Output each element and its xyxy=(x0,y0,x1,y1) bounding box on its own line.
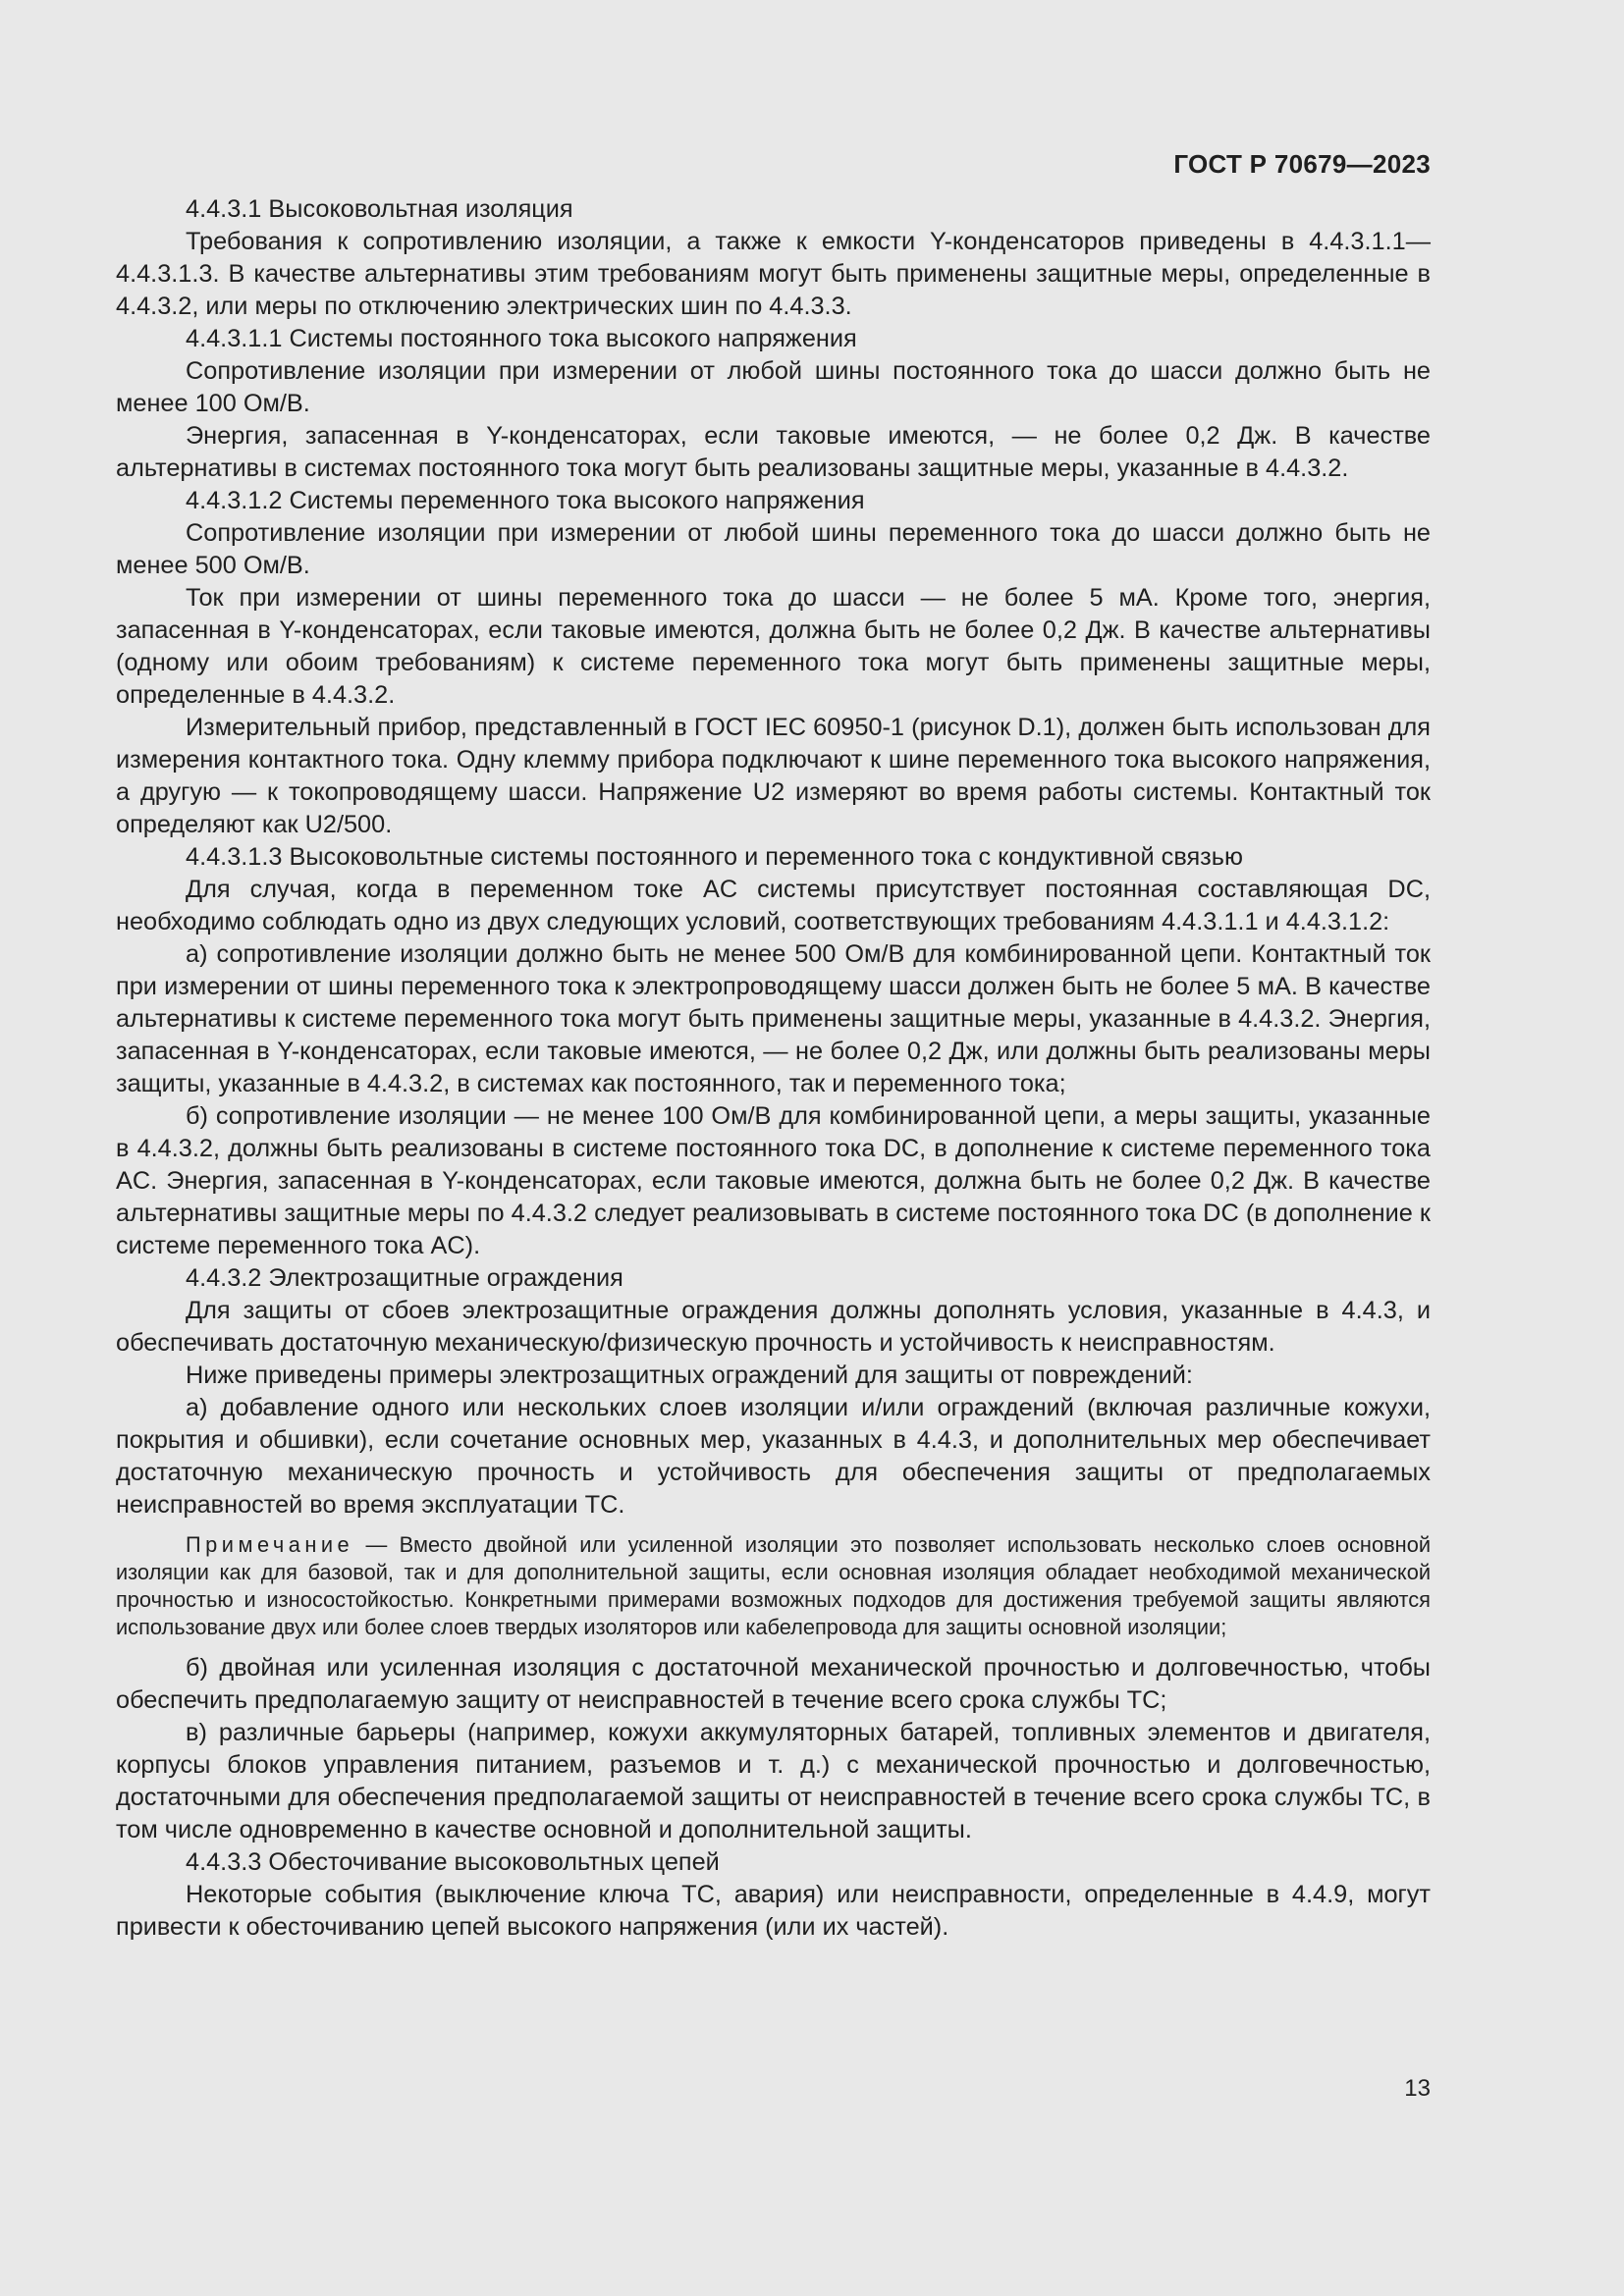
body-paragraph: Требования к сопротивлению изоляции, а также к емкости Y-конденсаторов приведены в 4.4.3.1.1—4.4.3.1.3. В качестве альтернативы этим требованиям могут быть применены защитные меры, определенные в 4.4.3.2, или меры по отключению электрических шин по 4.4.3.3. xyxy=(116,228,1431,320)
section-heading: 4.4.3.1.1 Системы постоянного тока высокого напряжения xyxy=(186,325,857,352)
section-heading: 4.4.3.2 Электрозащитные ограждения xyxy=(186,1264,623,1292)
section-heading: 4.4.3.1.3 Высоковольтные системы постоянного и переменного тока с кондуктивной связью xyxy=(186,843,1243,871)
body-paragraph: б) сопротивление изоляции — не менее 100 Ом/В для комбинированной цепи, а меры защиты, указанные в 4.4.3.2, должны быть реализованы в системе постоянного тока DC, в дополнение к системе переменного тока AC. Энергия, запасенная в Y-конденсаторах, если таковые имеются, должна быть не более 0,2 Дж. В качестве альтернативы защитные меры по 4.4.3.2 следует реализовывать в системе постоянного тока DC (в дополнение к системе переменного тока AC). xyxy=(116,1102,1431,1259)
body-paragraph: Ток при измерении от шины переменного тока до шасси — не более 5 мА. Кроме того, энергия, запасенная в Y-конденсаторах, если таковые имеются, должна быть не более 0,2 Дж. В качестве альтернативы (одному или обоим требованиям) к системе переменного тока могут быть применены защитные меры, определенные в 4.4.3.2. xyxy=(116,584,1431,709)
note-paragraph xyxy=(116,1531,1431,1641)
section-heading: 4.4.3.3 Обесточивание высоковольтных цепей xyxy=(186,1848,720,1876)
note-text: — Вместо двойной или усиленной изоляции это позволяет использовать несколько слоев основной изоляции как для базовой, так и для дополнительной защиты, если основная изоляция обладает необходимой механической прочностью и износостойкостью. Конкретными примерами возможных подходов для достижения требуемой защиты являются использование двух или более слоев твердых изоляторов или кабелепровода для защиты основной изоляции; xyxy=(116,1532,1431,1639)
body-paragraph: Энергия, запасенная в Y-конденсаторах, если таковые имеются, — не более 0,2 Дж. В качестве альтернативы в системах постоянного тока могут быть реализованы защитные меры, указанные в 4.4.3.2. xyxy=(116,422,1431,482)
section-heading: 4.4.3.1 Высоковольтная изоляция xyxy=(186,195,573,223)
body-paragraph: а) сопротивление изоляции должно быть не менее 500 Ом/В для комбинированной цепи. Контактный ток при измерении от шины переменного тока к электропроводящему шасси должен быть не более 5 мА. В качестве альтернативы к системе переменного тока могут быть применены защитные меры, указанные в 4.4.3.2. Энергия, запасенная в Y-конденсаторах, если таковые имеются, — не более 0,2 Дж, или должны быть реализованы меры защиты, указанные в 4.4.3.2, в системах как постоянного, так и переменного тока; xyxy=(116,940,1431,1097)
section-heading: Ниже приведены примеры электрозащитных ограждений для защиты от повреждений: xyxy=(186,1362,1193,1389)
body-paragraph: Для случая, когда в переменном токе AC системы присутствует постоянная составляющая DC, необходимо соблюдать одно из двух следующих условий, соответствующих требованиям 4.4.3.1.1 и 4.4.3.1.2: xyxy=(116,876,1431,935)
body-paragraph: Измерительный прибор, представленный в ГОСТ IEC 60950-1 (рисунок D.1), должен быть использован для измерения контактного тока. Одну клемму прибора подключают к шине переменного тока высокого напряжения, а другую — к токопроводящему шасси. Напряжение U2 измеряют во время работы системы. Контактный ток определяют как U2/500. xyxy=(116,714,1431,838)
document-body xyxy=(116,193,1431,1944)
body-paragraph: Некоторые события (выключение ключа ТС, авария) или неисправности, определенные в 4.4.9, могут привести к обесточиванию цепей высокого напряжения (или их частей). xyxy=(116,1881,1431,1941)
body-paragraph: Сопротивление изоляции при измерении от любой шины постоянного тока до шасси должно быть не менее 100 Ом/В. xyxy=(116,357,1431,417)
body-paragraph: Сопротивление изоляции при измерении от любой шины переменного тока до шасси должно быть не менее 500 Ом/В. xyxy=(116,519,1431,579)
body-paragraph: Для защиты от сбоев электрозащитные ограждения должны дополнять условия, указанные в 4.4.3, и обеспечивать достаточную механическую/физическую прочность и устойчивость к неисправностям. xyxy=(116,1297,1431,1357)
body-paragraph: в) различные барьеры (например, кожухи аккумуляторных батарей, топливных элементов и двигателя, корпусы блоков управления питанием, разъемов и т. д.) с механической прочностью и долговечностью, достаточными для обеспечения предполагаемой защиты от неисправностей в течение всего срока службы ТС, в том числе одновременно в качестве основной и дополнительной защиты. xyxy=(116,1719,1431,1843)
note-label: Примечание xyxy=(186,1532,354,1557)
section-heading: 4.4.3.1.2 Системы переменного тока высокого напряжения xyxy=(186,487,865,514)
document-header xyxy=(116,142,1431,186)
page-number: 13 xyxy=(1404,2075,1431,2102)
standard-id: ГОСТ Р 70679—2023 xyxy=(1173,149,1431,179)
body-paragraph: б) двойная или усиленная изоляция с достаточной механической прочностью и долговечностью, чтобы обеспечить предполагаемую защиту от неисправностей в течение всего срока службы ТС; xyxy=(116,1654,1431,1714)
body-paragraph: а) добавление одного или нескольких слоев изоляции и/или ограждений (включая различные кожухи, покрытия и обшивки), если сочетание основных мер, указанных в 4.4.3, и дополнительных мер обеспечивает достаточную механическую прочность и устойчивость для обеспечения защиты от предполагаемых неисправностей во время эксплуатации ТС. xyxy=(116,1394,1431,1519)
